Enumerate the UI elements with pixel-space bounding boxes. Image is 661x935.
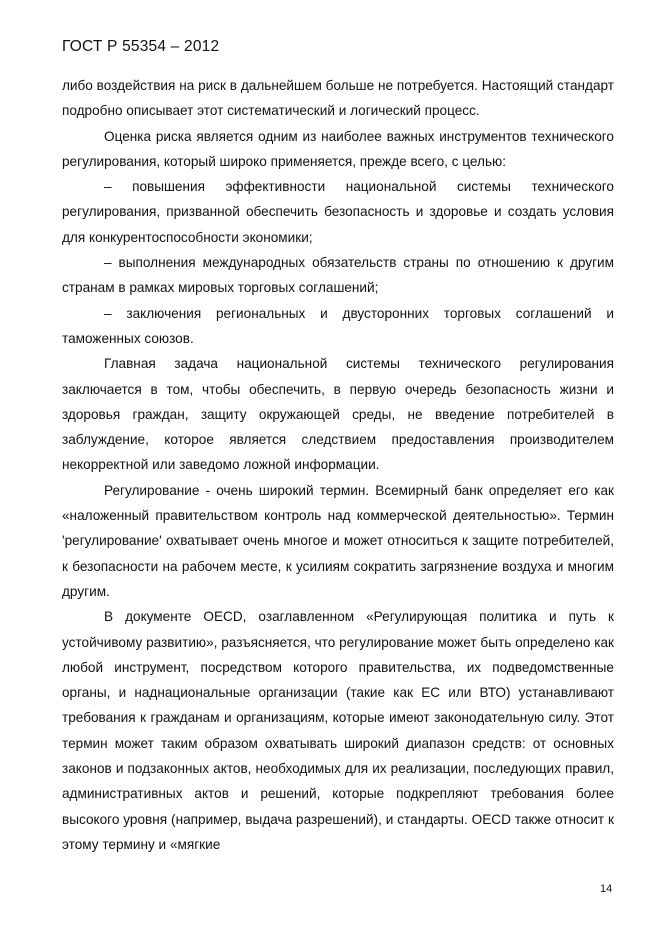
paragraph-risk-assessment: Оценка риска является одним из наиболее важных инструментов технического регулирования, который широко применяется, прежде всего, с целью: xyxy=(62,128,614,169)
paragraph-continuation: либо воздействия на риск в дальнейшем больше не потребуется. Настоящий стандарт подробно описывает этот систематический и логический процесс. xyxy=(62,78,614,119)
list-item-efficiency: – повышения эффективности национальной системы технического регулирования, призванной обеспечить безопасность и здоровье и создать условия для конкурентоспособности экономики; xyxy=(62,179,614,245)
list-item-regional-agreements: – заключения региональных и двусторонних торговых соглашений и таможенных союзов. xyxy=(62,305,614,346)
paragraph-regulation-definition: Регулирование - очень широкий термин. Всемирный банк определяет его как «наложенный правительством контроль над коммерческой деятельностью». Термин 'регулирование' охватывает очень многое и может относиться к защите потребителей, к безопасности на рабочем месте, к усилиям сократить загрязнение воздуха и многим другим. xyxy=(62,482,614,599)
document-body xyxy=(62,73,614,857)
page-number: 14 xyxy=(600,883,613,895)
document-header: ГОСТ Р 55354 – 2012 xyxy=(62,38,220,55)
paragraph-oecd: В документе OECD, озаглавленном «Регулирующая политика и путь к устойчивому развитию», разъясняется, что регулирование может быть определено как любой инструмент, посредством которого правительства, их подведомственные органы, и наднациональные организации (такие как ЕС или ВТО) устанавливают требования к гражданам и организациям, которые имеют законодательную силу. Этот термин может таким образом охватывать широкий диапазон средств: от основных законов и подзаконных актов, необходимых для их реализации, последующих правил, административных актов и решений, которые подкрепляют требования более высокого уровня (например, выдача разрешений), и стандарты. OECD также относит к этому термину и «мягкие xyxy=(62,609,614,852)
paragraph-main-task: Главная задача национальной системы технического регулирования заключается в том, чтобы обеспечить, в первую очередь безопасность жизни и здоровья граждан, защиту окружающей среды, не введение потребителей в заблуждение, которое является следствием предоставления производителем некорректной или заведомо ложной информации. xyxy=(62,356,614,473)
list-item-international-obligations: – выполнения международных обязательств страны по отношению к другим странам в рамках мировых торговых соглашений; xyxy=(62,255,614,296)
